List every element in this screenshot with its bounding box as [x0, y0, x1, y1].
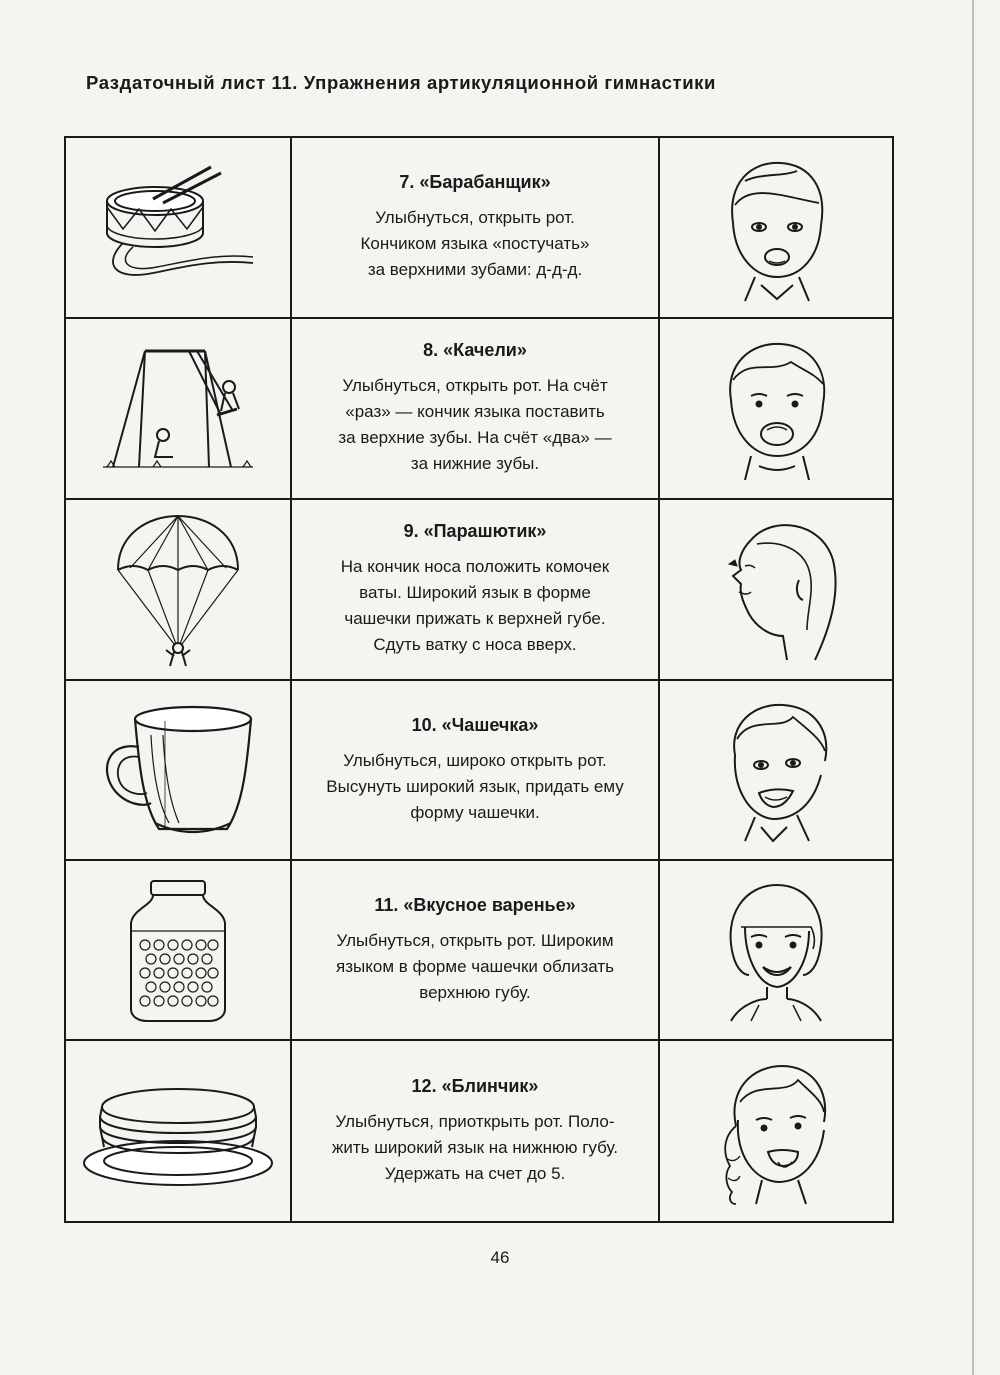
exercise-title: 7. «Барабанщик» — [399, 172, 551, 192]
instruction-cell — [292, 681, 660, 859]
instruction-cell — [292, 1041, 660, 1221]
object-cell — [66, 861, 292, 1039]
page-title: Раздаточный лист 11. Упражнения артикуляционной гимнастики — [86, 72, 717, 93]
object-cell — [66, 681, 292, 859]
boy-tongue-up-icon — [711, 334, 841, 484]
pancakes-icon — [78, 1071, 278, 1191]
cup-icon — [93, 695, 263, 845]
instruction-line: Сдуть ватку с носа вверх. — [373, 635, 577, 654]
instruction-line: верхнюю губу. — [419, 982, 531, 1002]
instruction-line: языком в форме чашечки облизать — [336, 956, 614, 976]
exercise-title: 11. «Вкусное варенье» — [374, 894, 576, 915]
table-row — [66, 319, 892, 500]
exercise-table — [64, 136, 894, 1223]
instruction-cell — [292, 861, 660, 1039]
instruction-cell — [292, 138, 660, 317]
face-cell — [660, 319, 892, 498]
girl-braid-icon — [706, 1056, 846, 1206]
page-number: 46 — [490, 1248, 510, 1267]
face-cell — [660, 1041, 892, 1221]
instruction-cell — [292, 500, 660, 679]
instruction-line: жить широкий язык на нижнюю губу. — [331, 1137, 619, 1157]
face-cell — [660, 861, 892, 1039]
instruction-line: Кончиком языка «постучать» — [360, 234, 590, 253]
child-tongue-cup-icon — [711, 695, 841, 845]
instruction-line: Улыбнуться, открыть рот. Широким — [336, 930, 614, 950]
object-cell — [66, 138, 292, 317]
exercise-title: 10. «Чашечка» — [411, 714, 539, 735]
instruction-line: форму чашечки. — [410, 802, 540, 822]
object-cell — [66, 319, 292, 498]
page-edge — [972, 0, 974, 1375]
instruction-line: Улыбнуться, широко открыть рот. — [343, 750, 607, 770]
object-cell — [66, 1041, 292, 1221]
instruction-line: за верхние зубы. На счёт «два» — — [338, 428, 612, 447]
table-row — [66, 861, 892, 1041]
instruction-line: ваты. Широкий язык в форме — [359, 583, 591, 602]
instruction-cell — [292, 319, 660, 498]
instruction-line: Улыбнуться, открыть рот. На счёт — [342, 376, 608, 395]
face-cell — [660, 138, 892, 317]
instruction-line: На кончик носа положить комочек — [340, 557, 610, 576]
face-cell — [660, 681, 892, 859]
table-row — [66, 1041, 892, 1221]
instruction-line: «раз» — кончик языка поставить — [345, 402, 605, 421]
girl-bob-icon — [711, 875, 841, 1025]
object-cell — [66, 500, 292, 679]
swing-icon — [93, 339, 263, 479]
instruction-line: Улыбнуться, открыть рот. — [375, 208, 575, 227]
instruction-line: Удержать на счет до 5. — [384, 1163, 566, 1183]
boy-face-icon — [711, 153, 841, 303]
table-row — [66, 138, 892, 319]
girl-profile-icon — [711, 510, 841, 670]
instruction-line: Улыбнуться, приоткрыть рот. Поло- — [335, 1111, 615, 1131]
drum-icon — [93, 163, 263, 293]
jam-jar-icon — [113, 875, 243, 1025]
exercise-title: 12. «Блинчик» — [411, 1075, 539, 1096]
parachute-icon — [108, 510, 248, 670]
instruction-line: за нижние зубы. — [410, 454, 540, 473]
exercise-title: 8. «Качели» — [423, 340, 527, 360]
instruction-line: за верхними зубами: д-д-д. — [367, 260, 583, 279]
instruction-line: чашечки прижать к верхней губе. — [344, 609, 606, 628]
exercise-title: 9. «Парашютик» — [403, 521, 547, 541]
instruction-line: Высунуть широкий язык, придать ему — [326, 776, 624, 796]
table-row — [66, 500, 892, 681]
table-row — [66, 681, 892, 861]
face-cell — [660, 500, 892, 679]
